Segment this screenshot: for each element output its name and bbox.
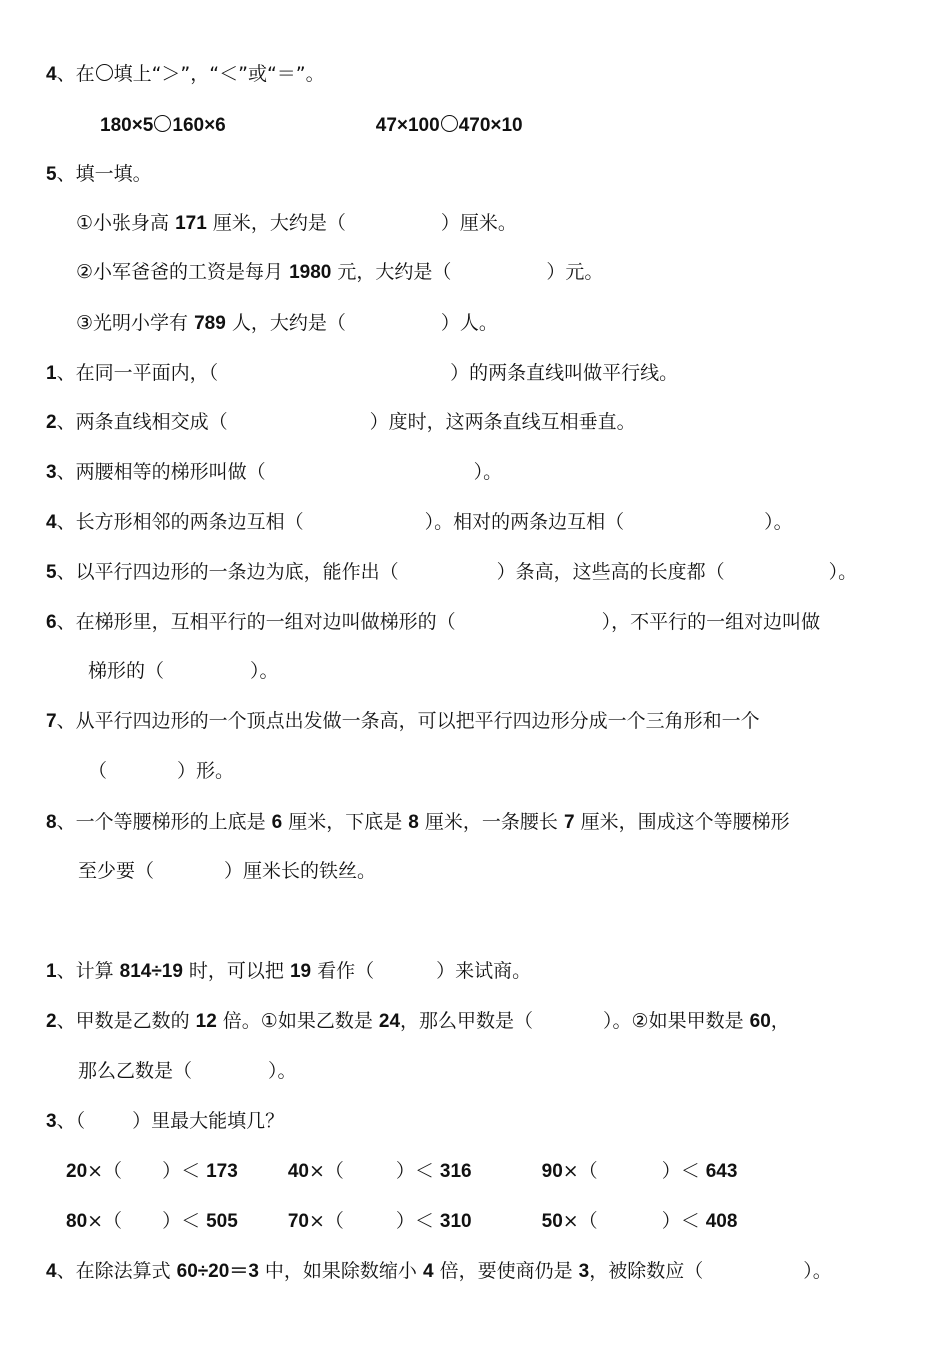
- number-text: 6: [46, 612, 57, 633]
- text-run: 厘米，一条腰长: [418, 811, 564, 833]
- text-run: ）＜: [395, 1210, 440, 1232]
- text-run: 、长方形相邻的两条边互相（: [56, 511, 304, 533]
- question-line-l24: [46, 1259, 832, 1284]
- text-run: ×（: [562, 1210, 598, 1232]
- number-text: 643: [705, 1161, 738, 1182]
- question-line-l02: [100, 113, 523, 138]
- number-text: 2: [46, 1011, 57, 1032]
- text-run: ）＜: [162, 1210, 207, 1232]
- comparison-circle-icon: [154, 115, 171, 132]
- number-text: 408: [705, 1211, 738, 1232]
- number-text: 70: [287, 1211, 309, 1232]
- text-run: ×（: [562, 1160, 598, 1182]
- text-run: ）。: [250, 660, 279, 682]
- question-line-l08: [46, 410, 636, 435]
- number-text: 8: [46, 812, 57, 833]
- number-text: 90: [541, 1161, 563, 1182]
- question-line-l16: [46, 810, 790, 835]
- text-run: ③光明小学有: [76, 312, 195, 334]
- text-run: ）元。: [546, 261, 604, 283]
- number-text: 505: [206, 1211, 238, 1232]
- question-line-l19: [46, 1009, 790, 1034]
- text-run: ）。: [268, 1060, 297, 1082]
- text-run: 、在除法算式: [56, 1260, 177, 1282]
- text-run: 人，大约是（: [225, 312, 346, 334]
- number-text: 171: [175, 213, 207, 234]
- number-text: 5: [46, 562, 57, 583]
- text-run: 至少要（: [78, 860, 155, 882]
- text-run: ×（: [308, 1160, 344, 1182]
- text-run: ）。相对的两条边互相（: [424, 511, 625, 533]
- text-run: 厘米，下底是: [282, 811, 409, 833]
- text-run: 那么乙数是（: [78, 1060, 193, 1082]
- number-text: 1980: [289, 262, 332, 283]
- text-run: 、一个等腰梯形的上底是: [56, 811, 272, 833]
- comparison-circle-icon: [96, 64, 113, 81]
- question-line-l23: [66, 1209, 737, 1234]
- number-text: 7: [563, 812, 575, 833]
- number-text: 50: [541, 1211, 563, 1232]
- number-text: 19: [289, 961, 312, 982]
- question-line-l13: [88, 659, 279, 683]
- question-line-l10: [46, 510, 793, 535]
- number-text: 40: [287, 1161, 309, 1182]
- text-run: 、从平行四边形的一个顶点出发做一条高，可以把平行四边形分成一个三角形和一个: [56, 710, 760, 732]
- text-run: ，那么甲数是（: [400, 1010, 534, 1032]
- text-run: ）＜: [162, 1160, 207, 1182]
- question-line-l11: [46, 560, 857, 585]
- text-run: ②小军爸爸的工资是每月: [76, 261, 290, 283]
- question-line-l18: [46, 959, 531, 984]
- text-run: 厘米，围成这个等腰梯形: [574, 811, 790, 833]
- number-text: 3: [46, 462, 57, 483]
- text-run: 梯形的（: [88, 660, 165, 682]
- text-run: 时，可以把: [182, 960, 290, 982]
- text-run: 倍，要使商仍是: [433, 1260, 579, 1282]
- text-run: ）里最大能填几？: [132, 1110, 285, 1132]
- text-run: 、（: [56, 1110, 86, 1132]
- number-text: 8: [408, 812, 419, 833]
- text-run: ①小张身高: [76, 212, 176, 234]
- number-text: 20: [66, 1161, 88, 1182]
- text-run: ）来试商。: [436, 960, 532, 982]
- text-run: ，: [770, 1010, 790, 1032]
- question-line-l04: [76, 211, 517, 236]
- text-run: ，被除数应（: [589, 1260, 704, 1282]
- text-run: ×（: [87, 1210, 123, 1232]
- number-text: 4: [46, 1261, 57, 1282]
- text-run: 、两腰相等的梯形叫做（: [56, 461, 266, 483]
- number-text: 180×5: [100, 115, 154, 136]
- text-run: ）。: [828, 561, 858, 583]
- text-run: ×（: [308, 1210, 344, 1232]
- text-run: ）条高，这些高的长度都（: [496, 561, 725, 583]
- number-text: 173: [206, 1161, 238, 1182]
- text-run: ×（: [87, 1160, 123, 1182]
- text-run: ）。: [473, 461, 503, 483]
- text-run: ）。②如果甲数是: [603, 1010, 750, 1032]
- number-text: 3: [578, 1261, 590, 1282]
- number-text: 814÷19: [119, 961, 183, 982]
- text-run: 、以平行四边形的一条边为底，能作出（: [56, 561, 399, 583]
- text-run: ）＜: [661, 1210, 706, 1232]
- number-text: 60: [749, 1011, 771, 1032]
- text-run: 、在: [56, 63, 95, 85]
- text-run: 、计算: [56, 960, 120, 982]
- question-line-l22: [66, 1159, 737, 1184]
- number-text: 80: [66, 1211, 88, 1232]
- question-line-l17: [78, 859, 376, 883]
- number-text: 12: [195, 1011, 217, 1032]
- question-line-l07: [46, 361, 678, 386]
- number-text: 470×10: [458, 115, 523, 136]
- question-line-l05: [76, 260, 603, 285]
- question-line-l15: [88, 759, 234, 783]
- text-run: （: [88, 760, 108, 782]
- text-run: ）的两条直线叫做平行线。: [450, 362, 679, 384]
- text-run: ）厘米长的铁丝。: [224, 860, 377, 882]
- question-line-l14: [46, 709, 760, 734]
- question-line-l01: [46, 62, 325, 87]
- text-run: ）度时，这两条直线互相垂直。: [369, 411, 636, 433]
- number-text: 6: [271, 812, 283, 833]
- number-text: 2: [46, 412, 57, 433]
- number-text: 7: [46, 711, 57, 732]
- text-run: 、在同一平面内，（: [56, 362, 219, 384]
- number-text: 5: [46, 164, 57, 185]
- number-text: 47×100: [375, 115, 440, 136]
- number-text: 4: [46, 512, 57, 533]
- comparison-circle-icon: [441, 115, 458, 132]
- question-line-l09: [46, 460, 502, 485]
- text-run: 、甲数是乙数的: [56, 1010, 196, 1032]
- question-line-l20: [78, 1059, 297, 1083]
- number-text: 1: [46, 961, 57, 982]
- text-run: ）形。: [177, 760, 235, 782]
- number-text: 60÷20＝3: [176, 1261, 259, 1282]
- text-run: ）。: [803, 1260, 832, 1282]
- number-text: 160×6: [172, 115, 226, 136]
- number-text: 4: [422, 1261, 434, 1282]
- text-run: 厘米，大约是（: [206, 212, 346, 234]
- question-line-l06: [76, 311, 498, 336]
- number-text: 4: [46, 64, 57, 85]
- text-run: ）。: [764, 511, 793, 533]
- text-run: ）＜: [661, 1160, 706, 1182]
- text-run: 倍。①如果乙数是: [216, 1010, 379, 1032]
- number-text: 316: [439, 1161, 472, 1182]
- number-text: 789: [194, 313, 226, 334]
- number-text: 24: [378, 1011, 401, 1032]
- number-text: 1: [46, 363, 57, 384]
- text-run: ）＜: [395, 1160, 440, 1182]
- text-run: 看作（: [311, 960, 375, 982]
- question-line-l21: [46, 1109, 284, 1134]
- text-run: ），不平行的一组对边叫做: [601, 611, 821, 633]
- text-run: 、在梯形里，互相平行的一组对边叫做梯形的（: [56, 611, 456, 633]
- question-line-l12: [46, 610, 820, 635]
- number-text: 3: [46, 1111, 57, 1132]
- text-run: 、填一填。: [56, 163, 152, 185]
- text-run: ）厘米。: [440, 212, 517, 234]
- text-run: ）人。: [440, 312, 498, 334]
- text-run: 、两条直线相交成（: [56, 411, 228, 433]
- question-line-l03: [46, 162, 152, 187]
- text-run: 元，大约是（: [331, 261, 452, 283]
- text-run: 中，如果除数缩小: [258, 1260, 423, 1282]
- text-run: 填上“＞”，“＜”或“＝”。: [113, 63, 325, 85]
- number-text: 310: [439, 1211, 472, 1232]
